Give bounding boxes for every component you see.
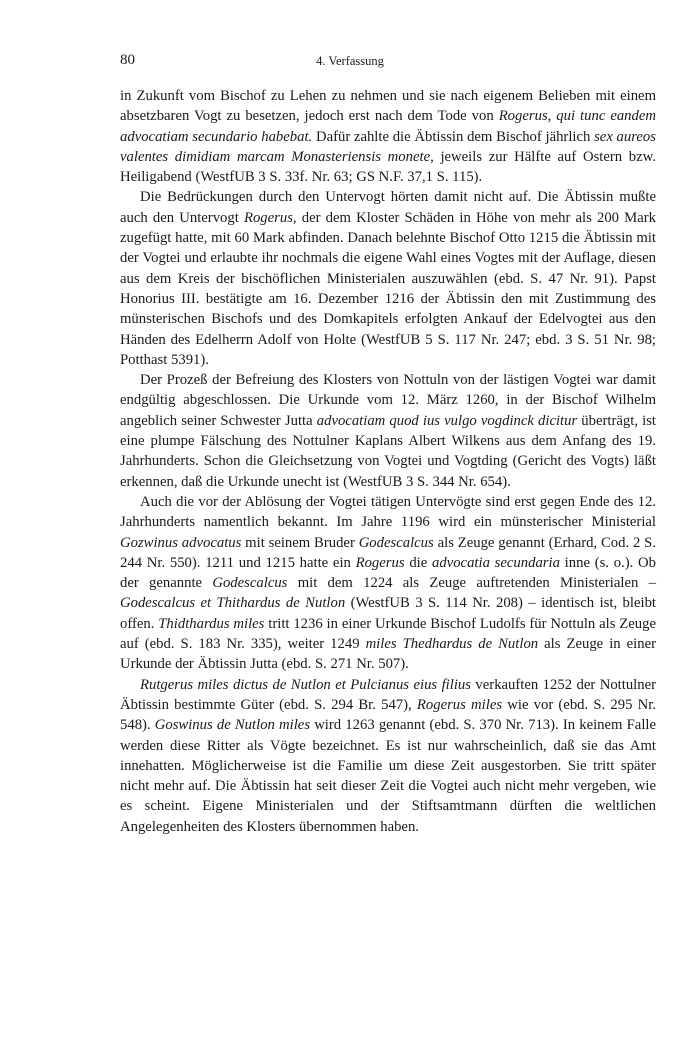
- latin-quote: Goswinus de Nutlon miles: [154, 717, 311, 734]
- latin-quote: advocatiam quod ius vulgo vogdinck dicitur: [316, 412, 578, 429]
- latin-quote: Godescalcus et Thithardus de Nutlon: [120, 595, 346, 612]
- running-head: 4. Verfassung: [316, 54, 384, 68]
- paragraph-3: [120, 370, 656, 492]
- latin-quote: miles Thedhardus de Nutlon: [365, 636, 539, 653]
- page-number: 80: [120, 52, 135, 68]
- text-run: Die Bedrückungen durch den Untervogt hörten damit nicht auf. Die Äbtissin mußte auch den Untervogt: [120, 189, 656, 226]
- latin-quote: Rogerus miles: [416, 696, 503, 713]
- latin-quote: Rutgerus miles dictus de Nutlon et Pulcianus eius filius: [140, 676, 471, 693]
- paragraph-5: [120, 675, 656, 837]
- text-run: (WestfUB 3 S. 114 Nr. 208) – identisch ist, bleibt offen.: [120, 595, 656, 632]
- text-run: der dem Kloster Schäden in Höhe von mehr als 200 Mark zugefügt hatte, mit 60 Mark abfinden. Danach belehnte Bischof Otto 1215 die Äbtissin mit der Vogtei und erlaubte ihr nochmals die eigene Wahl eines Vogtes mit der Auflage, diesen aus dem Kreis der bischöflichen Ministerialen auszuwählen (ebd. S. 47 Nr. 91). Papst Honorius III. bestätigte am 16. Dezember 1216 der Äbtissin den mit Zustimmung des münsterischen Bischofs und des Domkapitels erfolgten Ankauf der Edelvogtei aus den Händen des Edelherrn Adolf von Holte (WestfUB 5 S. 117 Nr. 247; ebd. 3 S. 51 Nr. 98; Potthast 5391).: [120, 209, 656, 368]
- text-run: wie vor (ebd. S. 295 Nr. 548).: [120, 696, 656, 734]
- text-run: mit dem 1224 als Zeuge auftretenden Ministerialen –: [287, 575, 656, 592]
- text-run: jeweils zur Hälfte auf Ostern bzw. Heiligabend (WestfUB 3 S. 33f. Nr. 63; GS N.F. 37,1 S. 115).: [120, 148, 656, 186]
- latin-quote: Gozwinus advocatus: [120, 534, 242, 551]
- text-run: überträgt, ist eine plumpe Fälschung des Nottulner Kaplans Albert Wilkens aus dem Anfang des 19. Jahrhunderts. Schon die Gleichsetzung von Vogtei und Vogtding (Gericht des Vogts) läßt erkennen, daß die Urkunde unecht ist (WestfUB 3 S. 344 Nr. 654).: [120, 412, 656, 490]
- paragraph-4: [120, 492, 656, 675]
- text-run: wird 1263 genannt (ebd. S. 370 Nr. 713). In keinem Falle werden diese Ritter als Vögte bezeichnet. Es ist nur wahrscheinlich, daß sie das Amt innehatten. Möglicherweise ist die Familie um diese Zeit ausgestorben. Sie tritt später nicht mehr auf. Die Äbtissin hat seit dieser Zeit die Vogtei auch nicht mehr vergeben, wie es scheint. Eigene Ministerialen und der Stiftsamtmann dürften die weltlichen Angelegenheiten des Klosters übernommen haben.: [120, 717, 656, 835]
- text-run: Dafür zahlte die Äbtissin dem Bischof jährlich: [312, 128, 595, 145]
- paragraph-2: [120, 187, 656, 370]
- text-run: in Zukunft vom Bischof zu Lehen zu nehmen und sie nach eigenem Belieben mit einem absetzbaren Vogt zu besetzen, jedoch erst nach dem Tode von: [120, 88, 656, 125]
- text-run: die: [404, 554, 432, 571]
- latin-quote: Rogerus, qui tunc eandem advocatiam secundario habebat.: [120, 108, 656, 145]
- text-run: tritt 1236 in einer Urkunde Bischof Ludolfs für Nottuln als Zeuge auf (ebd. S. 183 Nr. 335), weiter 1249: [120, 615, 656, 653]
- latin-quote: Godescalcus: [212, 575, 288, 592]
- latin-quote: sex aureos valentes dimidiam marcam Monasteriensis monete,: [120, 128, 656, 165]
- latin-quote: Thidthardus miles: [158, 615, 265, 632]
- text-run: als Zeuge genannt (Erhard, Cod. 2 S. 244 Nr. 550). 1211 und 1215 hatte ein: [120, 534, 656, 571]
- latin-quote: Godescalcus: [358, 534, 434, 551]
- text-run: inne (s. o.). Ob der genannte: [120, 554, 656, 592]
- latin-quote: Rogerus: [355, 554, 405, 571]
- text-run: als Zeuge in einer Urkunde der Äbtissin Jutta (ebd. S. 271 Nr. 507).: [120, 636, 657, 673]
- text-run: verkauften 1252 der Nottulner Äbtissin bestimmte Güter (ebd. S. 294 Br. 547),: [120, 676, 657, 713]
- latin-quote: advocatia secundaria: [432, 554, 560, 571]
- text-run: Der Prozeß der Befreiung des Klosters von Nottuln von der lästigen Vogtei war damit endgültig abgeschlossen. Die Urkunde vom 12. März 1260, in der Bischof Wilhelm angeblich seiner Schwester Jutta: [120, 372, 656, 429]
- text-run: mit seinem Bruder: [241, 534, 359, 551]
- paragraph-1: [120, 86, 656, 187]
- text-run: Auch die vor der Ablösung der Vogtei tätigen Untervögte sind erst gegen Ende des 12. Jahrhunderts namentlich bekannt. Im Jahre 1196 wird ein münsterischer Ministerial: [120, 493, 656, 531]
- latin-quote: Rogerus,: [243, 209, 297, 226]
- body-text: [120, 86, 656, 837]
